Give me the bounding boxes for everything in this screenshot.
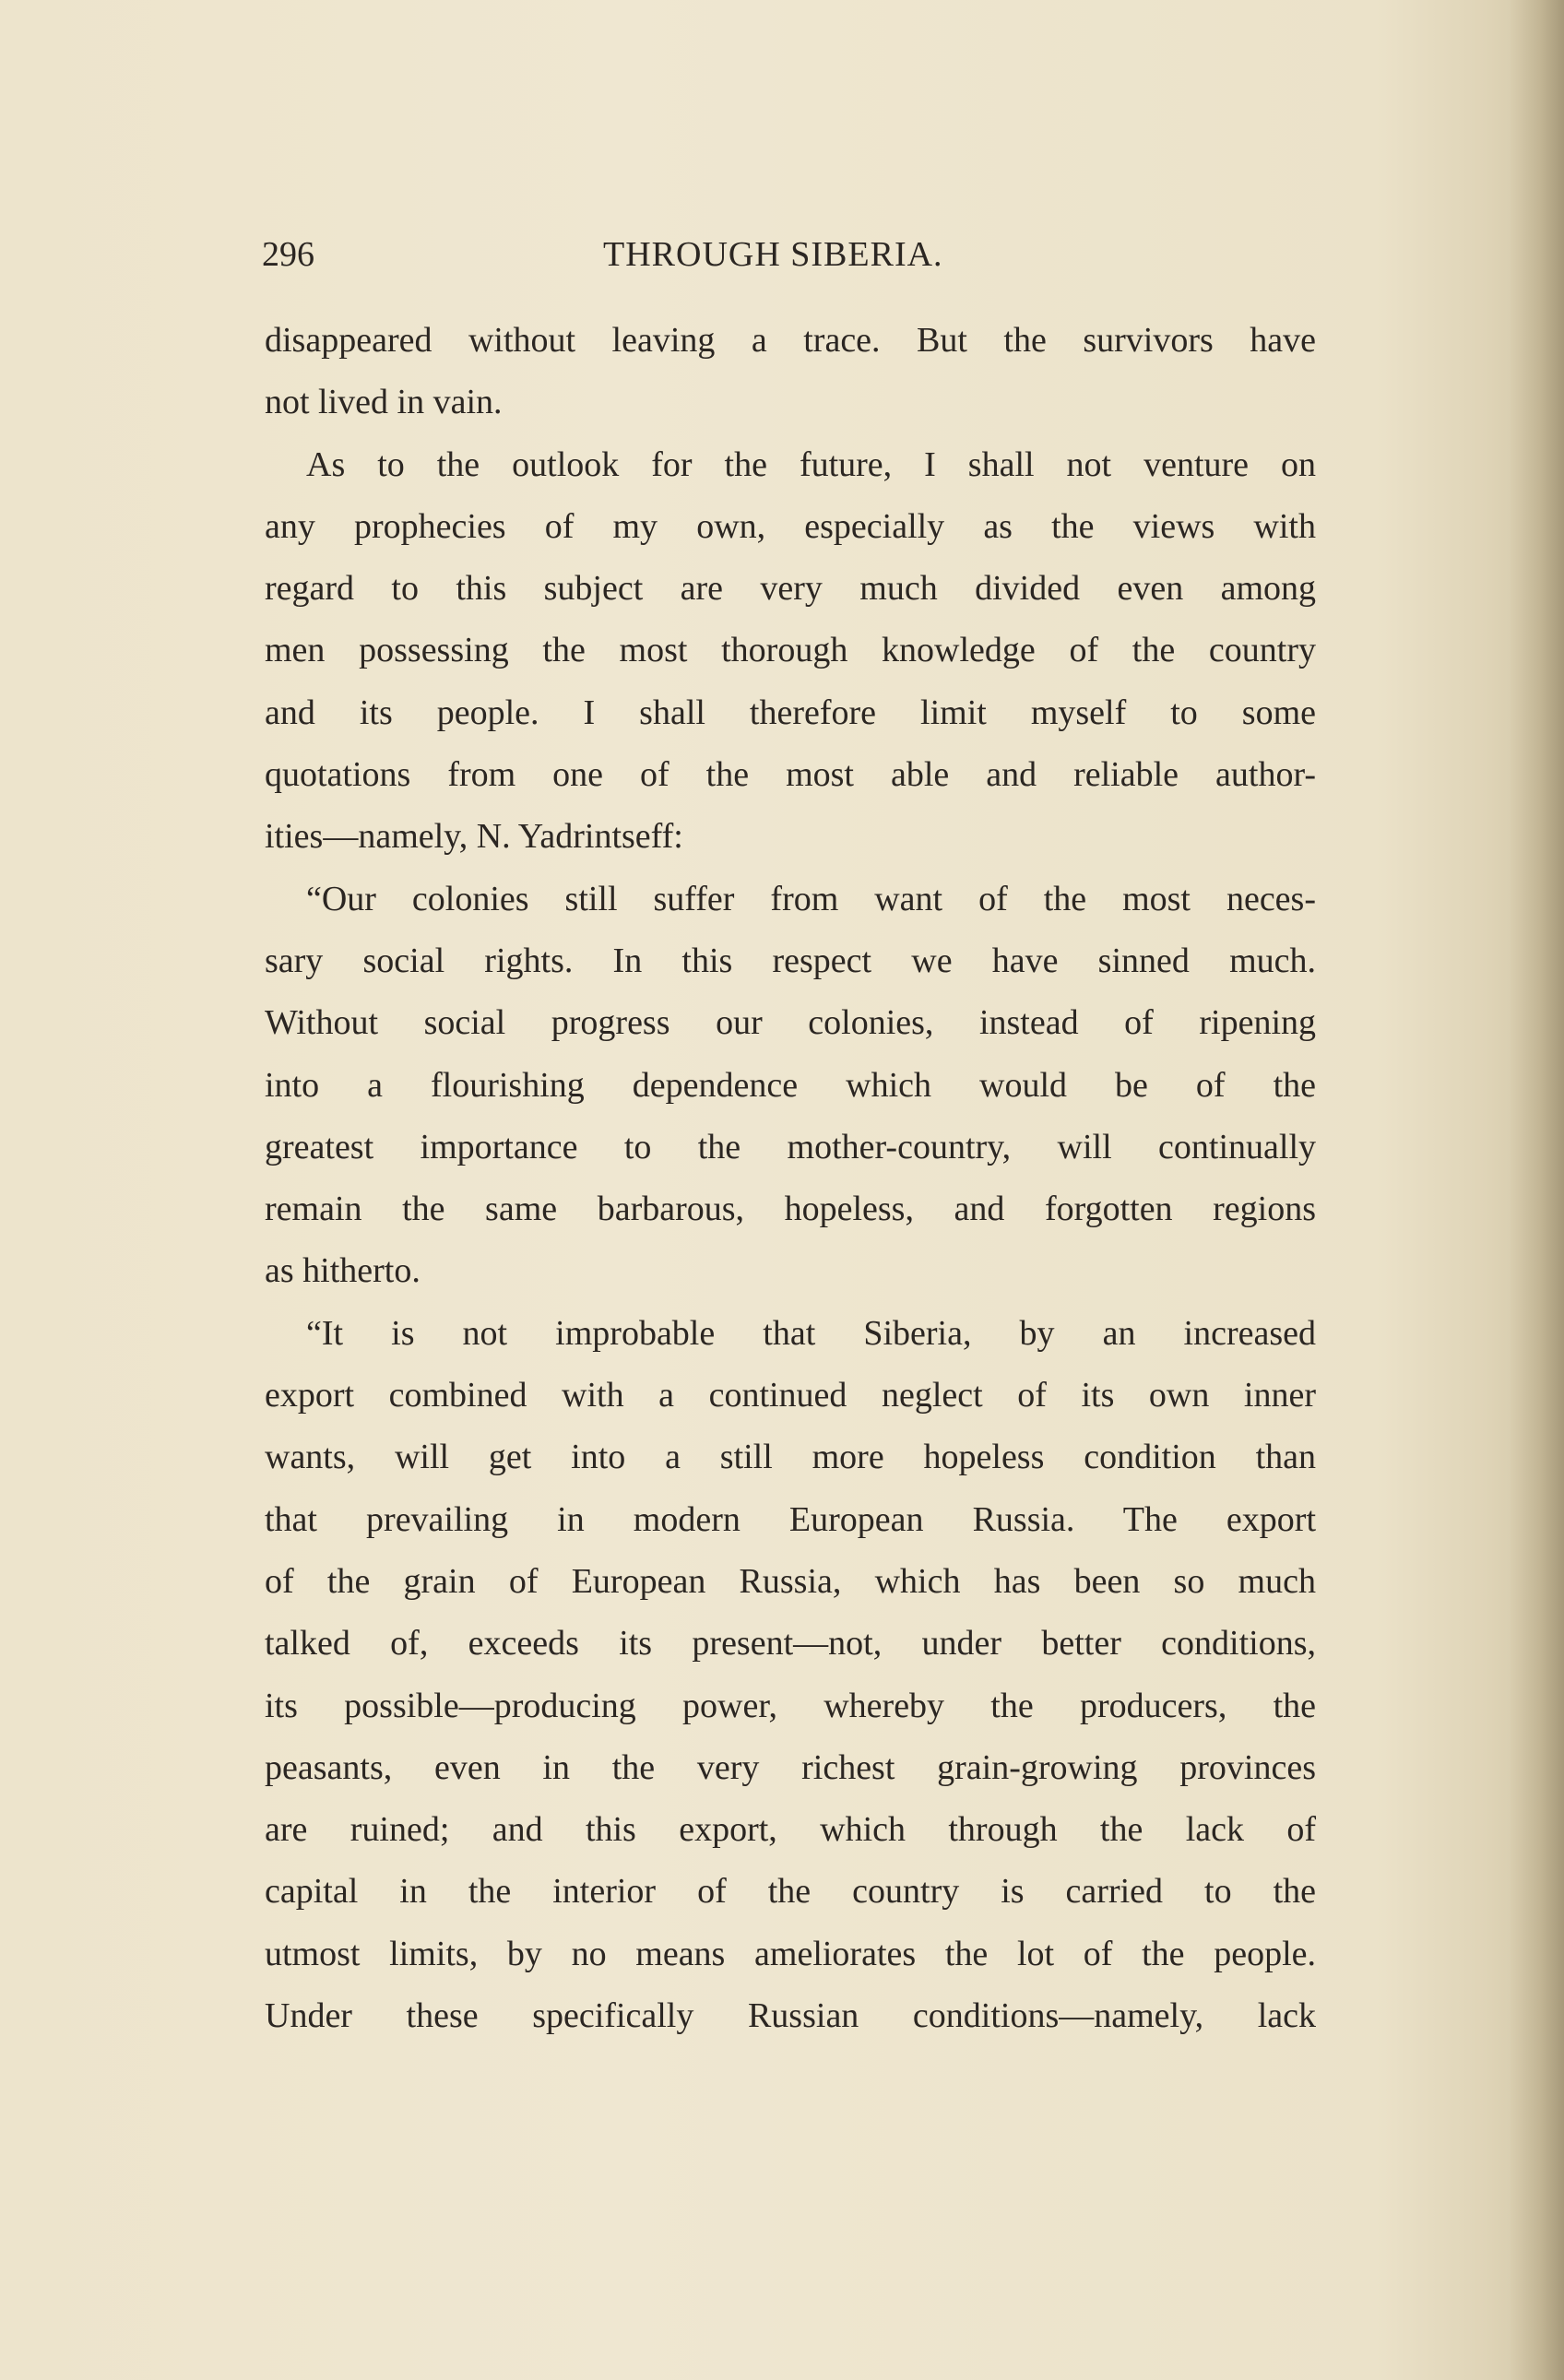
text-line: any prophecies of my own, especially as the views with bbox=[265, 506, 1316, 546]
page-gutter-shadow bbox=[1509, 0, 1564, 2380]
text-line: into a flourishing dependence which would be of the bbox=[265, 1065, 1316, 1105]
text-line: “It is not improbable that Siberia, by an increased bbox=[306, 1313, 1316, 1353]
text-line: “Our colonies still suffer from want of the most neces- bbox=[306, 879, 1316, 918]
text-line: its possible—producing power, whereby the producers, the bbox=[265, 1686, 1316, 1725]
text-line: Without social progress our colonies, instead of ripening bbox=[265, 1003, 1316, 1043]
text-line: as hitherto. bbox=[265, 1251, 421, 1291]
text-line: greatest importance to the mother-country, will continually bbox=[265, 1127, 1316, 1166]
text-line: remain the same barbarous, hopeless, and forgotten regions bbox=[265, 1190, 1316, 1229]
running-header bbox=[262, 227, 1318, 282]
running-title: THROUGH SIBERIA. bbox=[603, 235, 943, 274]
text-line: wants, will get into a still more hopeless condition than bbox=[265, 1438, 1316, 1477]
text-line: talked of, exceeds its present—not, under better conditions, bbox=[265, 1624, 1316, 1664]
text-line: export combined with a continued neglect of its own inner bbox=[265, 1376, 1316, 1415]
text-line: men possessing the most thorough knowledge of the country bbox=[265, 631, 1316, 670]
text-line: are ruined; and this export, which through the lack of bbox=[265, 1810, 1316, 1850]
text-line: ities—namely, N. Yadrintseff: bbox=[265, 817, 683, 857]
text-line: sary social rights. In this respect we have sinned much. bbox=[265, 941, 1316, 980]
text-line: regard to this subject are very much divided even among bbox=[265, 569, 1316, 609]
text-line: capital in the interior of the country is carried to the bbox=[265, 1872, 1316, 1912]
text-line: of the grain of European Russia, which has been so much bbox=[265, 1561, 1316, 1601]
text-line: quotations from one of the most able and reliable author- bbox=[265, 755, 1316, 795]
body-text bbox=[265, 310, 1316, 2047]
text-line: utmost limits, by no means ameliorates the lot of the people. bbox=[265, 1934, 1316, 1973]
text-line: not lived in vain. bbox=[265, 383, 503, 422]
text-line: and its people. I shall therefore limit myself to some bbox=[265, 693, 1316, 732]
page-number: 296 bbox=[262, 235, 314, 274]
text-line: Under these specifically Russian conditions—namely, lack bbox=[265, 1996, 1316, 2036]
text-line: peasants, even in the very richest grain-growing provinces bbox=[265, 1747, 1316, 1787]
text-line: disappeared without leaving a trace. But the survivors have bbox=[265, 321, 1316, 360]
text-line: As to the outlook for the future, I shall not venture on bbox=[306, 444, 1316, 484]
text-line: that prevailing in modern European Russia. The export bbox=[265, 1499, 1316, 1539]
